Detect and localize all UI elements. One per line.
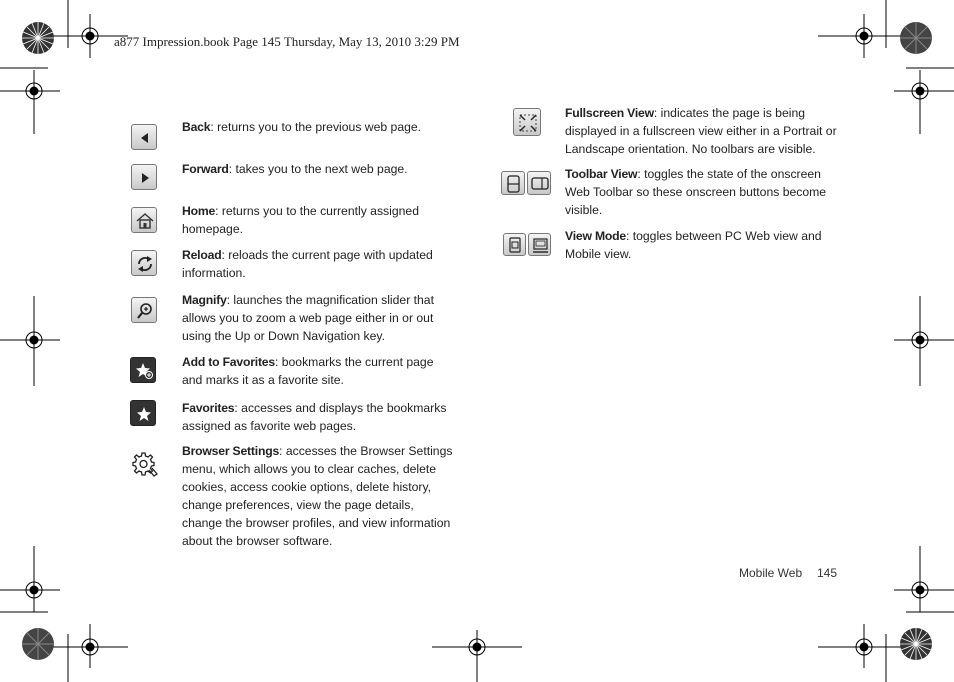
entry-fullscreen-view: Fullscreen View: indicates the page is being displayed in a fullscreen view either in a Portrait or Landscape orientation. No toolbars are visible.: [565, 106, 837, 156]
view-mode-icon: [503, 233, 526, 256]
magnify-icon: [131, 297, 157, 323]
add-favorite-star-icon: [130, 357, 156, 383]
print-header: a877 Impression.book Page 145 Thursday, May 13, 2010 3:29 PM: [114, 34, 460, 49]
toolbar-view-landscape-icon: [527, 171, 551, 195]
fullscreen-icon: [513, 108, 541, 136]
entry-favorites: Favorites: accesses and displays the bookmarks assigned as favorite web pages.: [182, 401, 447, 433]
entry-add-to-favorites: Add to Favorites: bookmarks the current page and marks it as a favorite site.: [182, 355, 434, 387]
entry-view-mode: View Mode: toggles between PC Web view and Mobile view.: [565, 229, 822, 261]
entry-reload: Reload: reloads the current page with updated information.: [182, 248, 433, 280]
entry-browser-settings: Browser Settings: accesses the Browser Settings menu, which allows you to clear caches, delete cookies, access cookie options, delete history, change preferences, view the page details, change the browser profiles, and view information about the browser software.: [182, 444, 453, 548]
entry-toolbar-view: Toolbar View: toggles the state of the onscreen Web Toolbar so these onscreen buttons become visible.: [565, 167, 827, 217]
view-mode-pc-icon: [528, 233, 551, 256]
favorites-star-icon: [130, 400, 156, 426]
entry-home: Home: returns you to the currently assigned homepage.: [182, 204, 419, 236]
footer-section-title: Mobile Web: [739, 566, 803, 580]
back-arrow-icon: [131, 124, 157, 150]
entry-magnify: Magnify: launches the magnification slider that allows you to zoom a web page either in or out using the Up or Down Navigation key.: [182, 293, 434, 343]
page-number: 145: [817, 566, 838, 580]
toolbar-view-icon: [501, 171, 525, 195]
entry-forward: Forward: takes you to the next web page.: [182, 162, 408, 176]
gear-icon: [130, 450, 160, 480]
forward-arrow-icon: [131, 164, 157, 190]
entry-back: Back: returns you to the previous web page.: [182, 120, 422, 134]
reload-icon: [131, 250, 157, 276]
home-icon: [131, 207, 157, 233]
